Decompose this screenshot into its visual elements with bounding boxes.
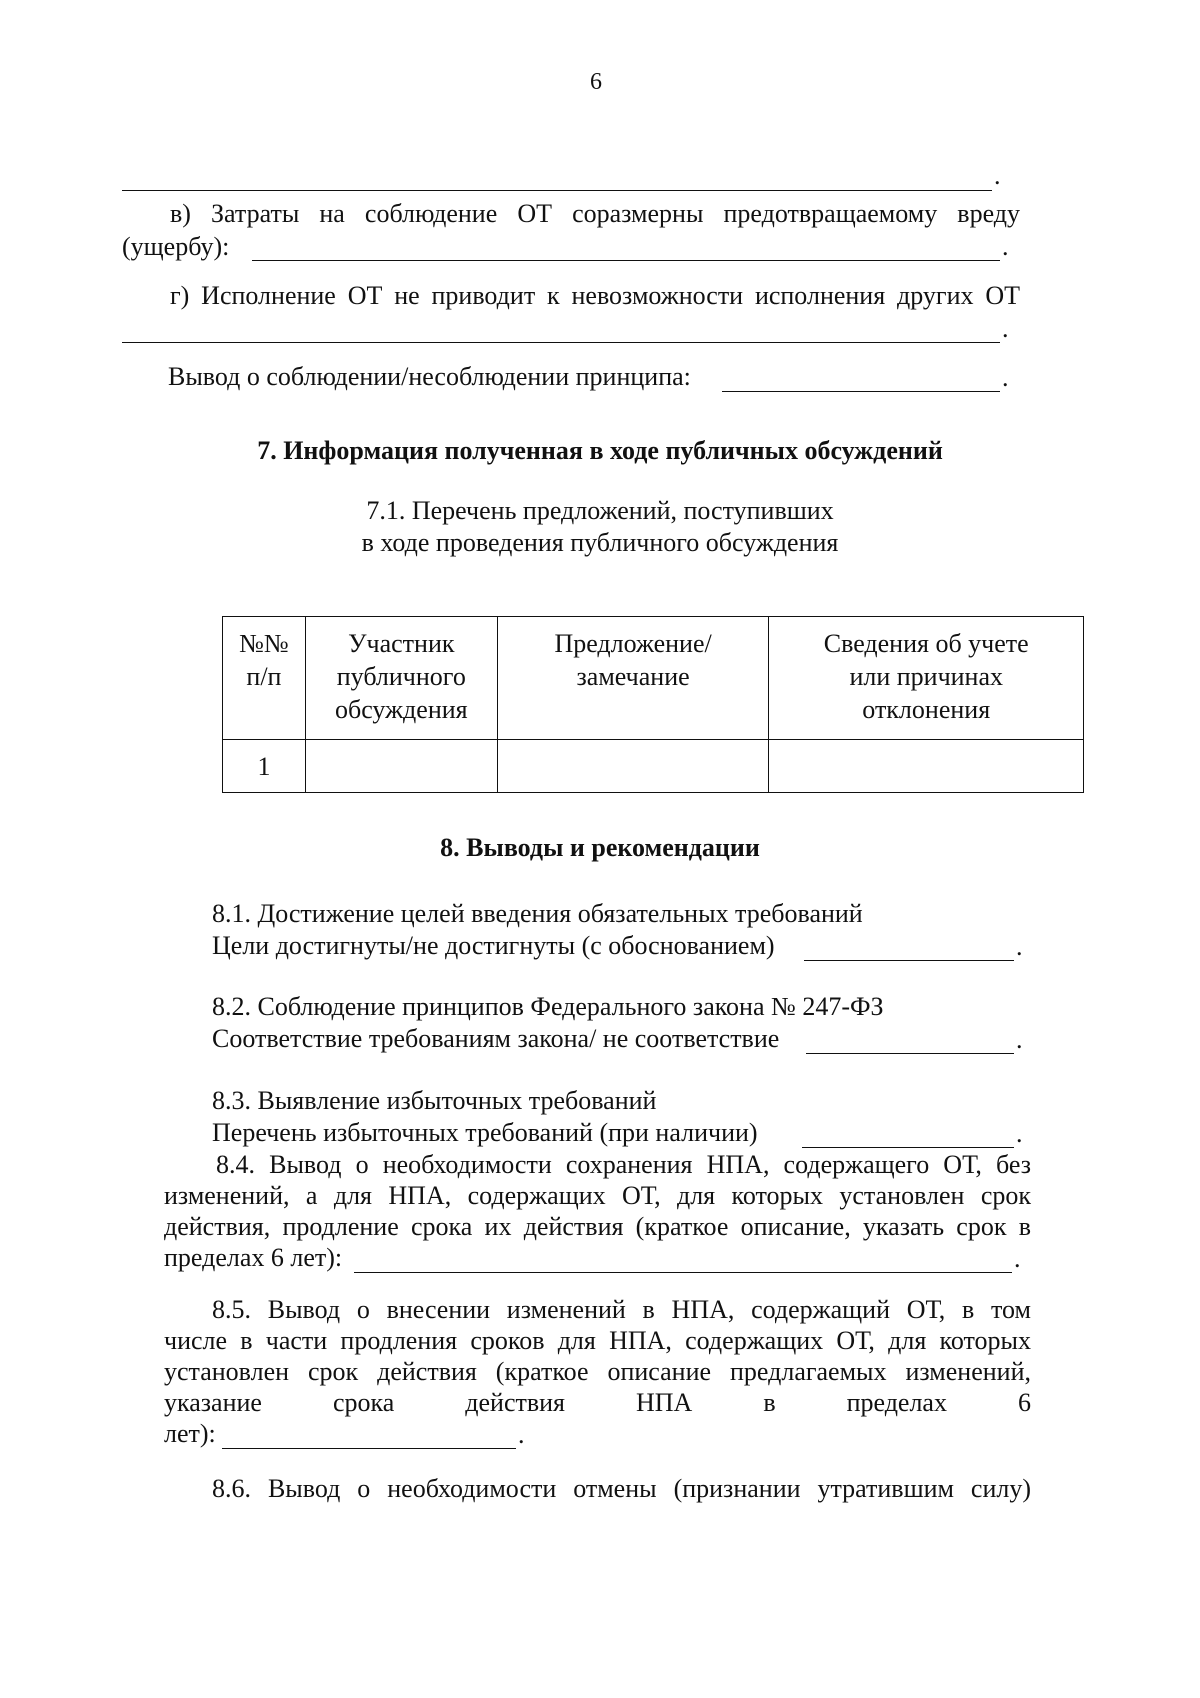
word: 6 (1017, 1388, 1031, 1417)
item-8-5-text: 8.5. Вывод о внесении изменений в НПА, содержащий ОТ, в том (212, 1295, 1031, 1324)
item-8-1-text: Цели достигнуты/не достигнуты (с обоснованием) (212, 931, 775, 960)
period: . (1014, 1244, 1021, 1273)
item-8-3-text: Перечень избыточных требований (при наличии) (212, 1118, 758, 1147)
period: . (1002, 363, 1009, 392)
table-cell (769, 740, 1084, 793)
word: указание (164, 1388, 262, 1417)
word: действия (465, 1388, 565, 1417)
table-cell (497, 740, 769, 793)
fill-line (722, 391, 1000, 392)
item-8-5-text: установлен срок действия (краткое описание предлагаемых изменений, (164, 1357, 1031, 1386)
item-v-cont: (ущербу): (122, 232, 230, 261)
table-cell: 1 (223, 740, 306, 793)
table-header-row (223, 617, 1084, 740)
period: . (1002, 232, 1009, 261)
header-cell-proposal: Предложение/ замечание (497, 617, 769, 740)
section-7-subtitle: в ходе проведения публичного обсуждения (361, 528, 839, 557)
period: . (1002, 314, 1009, 343)
fill-line (222, 1448, 516, 1449)
fill-line (122, 190, 992, 191)
item-8-4-text: пределах 6 лет): (164, 1243, 343, 1272)
fill-line (804, 960, 1014, 961)
header-cell-consideration: Сведения об учете или причинах отклонения (769, 617, 1084, 740)
table-row (223, 740, 1084, 793)
period: . (518, 1420, 525, 1449)
fill-line (806, 1053, 1014, 1054)
item-8-6-text: 8.6. Вывод о необходимости отмены (признании утратившим силу) (212, 1474, 1031, 1503)
table-cell (305, 740, 497, 793)
header-cell-number: №№ п/п (223, 617, 306, 740)
item-8-5-text: лет): (164, 1419, 216, 1448)
fill-line (122, 342, 1000, 343)
item-8-2-text: Соответствие требованиям закона/ не соответствие (212, 1024, 780, 1053)
section-8-title: 8. Выводы и рекомендации (440, 833, 760, 862)
item-8-2-title: 8.2. Соблюдение принципов Федерального закона № 247-ФЗ (212, 992, 884, 1021)
item-8-4-text: изменений, а для НПА, содержащих ОТ, для которых установлен срок (164, 1181, 1031, 1210)
item-g-text: г) Исполнение ОТ не приводит к невозможности исполнения других ОТ (170, 281, 1020, 310)
period: . (1016, 932, 1023, 961)
word: срока (332, 1388, 395, 1417)
page-number: 6 (590, 69, 602, 95)
fill-line (354, 1272, 1012, 1273)
item-8-5-text (164, 1387, 1031, 1419)
fill-line (802, 1147, 1014, 1148)
word: пределах (846, 1388, 947, 1417)
section-7-subtitle: 7.1. Перечень предложений, поступивших (366, 496, 834, 525)
item-v-text: в) Затраты на соблюдение ОТ соразмерны предотвращаемому вреду (170, 199, 1020, 228)
item-8-4-text: действия, продление срока их действия (краткое описание, указать срок в (164, 1212, 1031, 1241)
item-8-3-title: 8.3. Выявление избыточных требований (212, 1086, 657, 1115)
word: НПА (635, 1388, 693, 1417)
proposals-table (222, 616, 1084, 793)
item-8-1-title: 8.1. Достижение целей введения обязательных требований (212, 899, 863, 928)
item-8-4-text: 8.4. Вывод о необходимости сохранения НПА, содержащего ОТ, без (216, 1150, 1031, 1179)
section-7-title: 7. Информация полученная в ходе публичных обсуждений (257, 436, 943, 465)
period: . (1016, 1119, 1023, 1148)
header-cell-participant: Участник публичного обсуждения (305, 617, 497, 740)
principle-conclusion: Вывод о соблюдении/несоблюдении принципа: (168, 362, 691, 391)
word: в (763, 1388, 776, 1417)
period: . (1016, 1025, 1023, 1054)
period: . (994, 161, 1001, 190)
fill-line (252, 260, 1000, 261)
item-8-5-text: числе в части продления сроков для НПА, содержащих ОТ, для которых (164, 1326, 1031, 1355)
